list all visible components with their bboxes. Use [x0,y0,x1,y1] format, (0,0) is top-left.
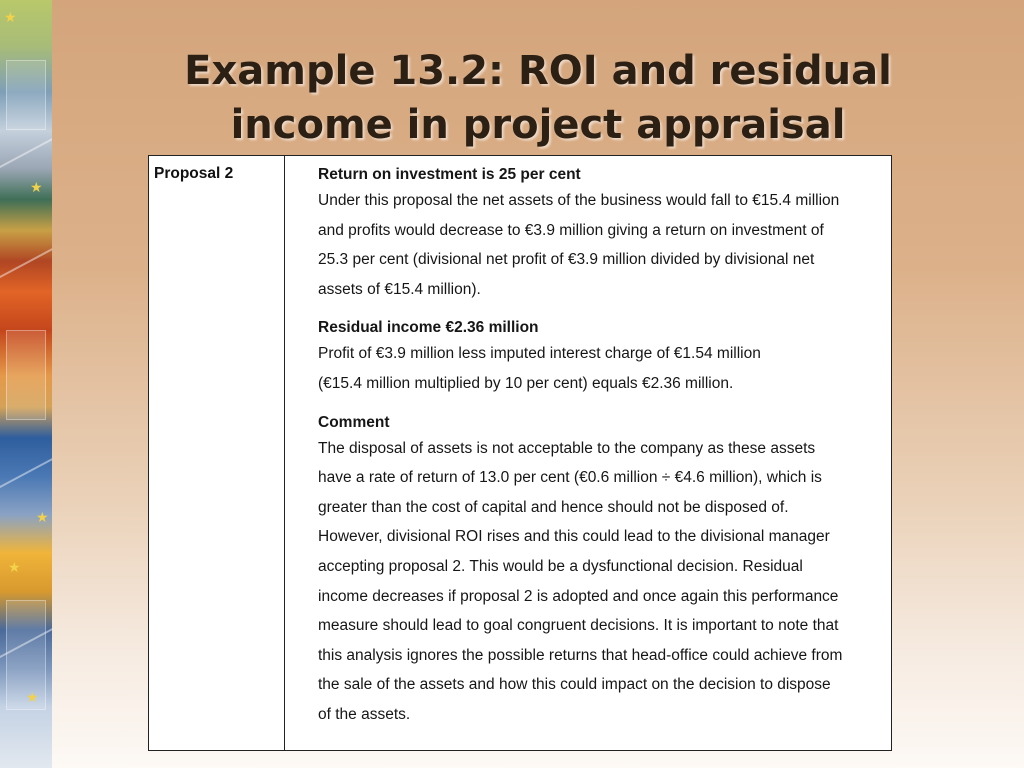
euro-banknote-image [0,0,52,768]
slide-title-line-1: Example 13.2: ROI and residual [184,48,892,94]
slide-title [52,44,1024,152]
body-line: greater than the cost of capital and hence should not be disposed of. [318,498,789,516]
proposal-content [285,156,891,750]
residual-income-section [318,317,885,398]
body-line: and profits would decrease to €3.9 million giving a return on investment of [318,221,824,239]
banknote-streak [0,451,52,490]
star-icon: ★ [4,9,17,25]
body-line: of the assets. [318,705,411,723]
star-icon: ★ [26,689,39,705]
star-icon: ★ [36,509,49,525]
body-line: the sale of the assets and how this could impact on the decision to dispose [318,676,831,694]
body-line: have a rate of return of 13.0 per cent (€0.6 million ÷ €4.6 million), which is [318,469,822,487]
body-line: income decreases if proposal 2 is adopted and once again this performance [318,587,839,605]
proposal-table [148,155,892,751]
body-line: assets of €15.4 million). [318,280,481,298]
body-line: Profit of €3.9 million less imputed interest charge of €1.54 million [318,345,761,363]
body-line: measure should lead to goal congruent decisions. It is important to note that [318,617,839,635]
star-icon: ★ [8,559,21,575]
body-line: Under this proposal the net assets of the business would fall to €15.4 million [318,192,840,209]
banknote-streak [0,131,52,170]
body-line: The disposal of assets is not acceptable to the company as these assets [318,439,816,457]
section-body [318,434,885,730]
section-heading: Residual income €2.36 million [318,319,539,337]
comment-section [318,412,885,730]
body-line: this analysis ignores the possible returns that head-office could achieve from [318,646,843,664]
body-line: accepting proposal 2. This would be a dysfunctional decision. Residual [318,557,803,575]
body-line: 25.3 per cent (divisional net profit of €3.9 million divided by divisional net [318,251,815,269]
body-line: (€15.4 million multiplied by 10 per cent) equals €2.36 million. [318,374,734,392]
section-heading: Return on investment is 25 per cent [318,166,581,183]
star-icon: ★ [30,179,43,195]
banknote-panel [6,330,46,420]
section-body [318,186,885,304]
body-line: However, divisional ROI rises and this could lead to the divisional manager [318,528,830,546]
proposal-label: Proposal 2 [149,156,285,750]
banknote-streak [0,241,52,280]
roi-section [318,164,885,304]
slide-title-line-2: income in project appraisal [230,102,846,148]
banknote-panel [6,60,46,130]
section-body [318,339,885,398]
section-heading: Comment [318,413,390,431]
